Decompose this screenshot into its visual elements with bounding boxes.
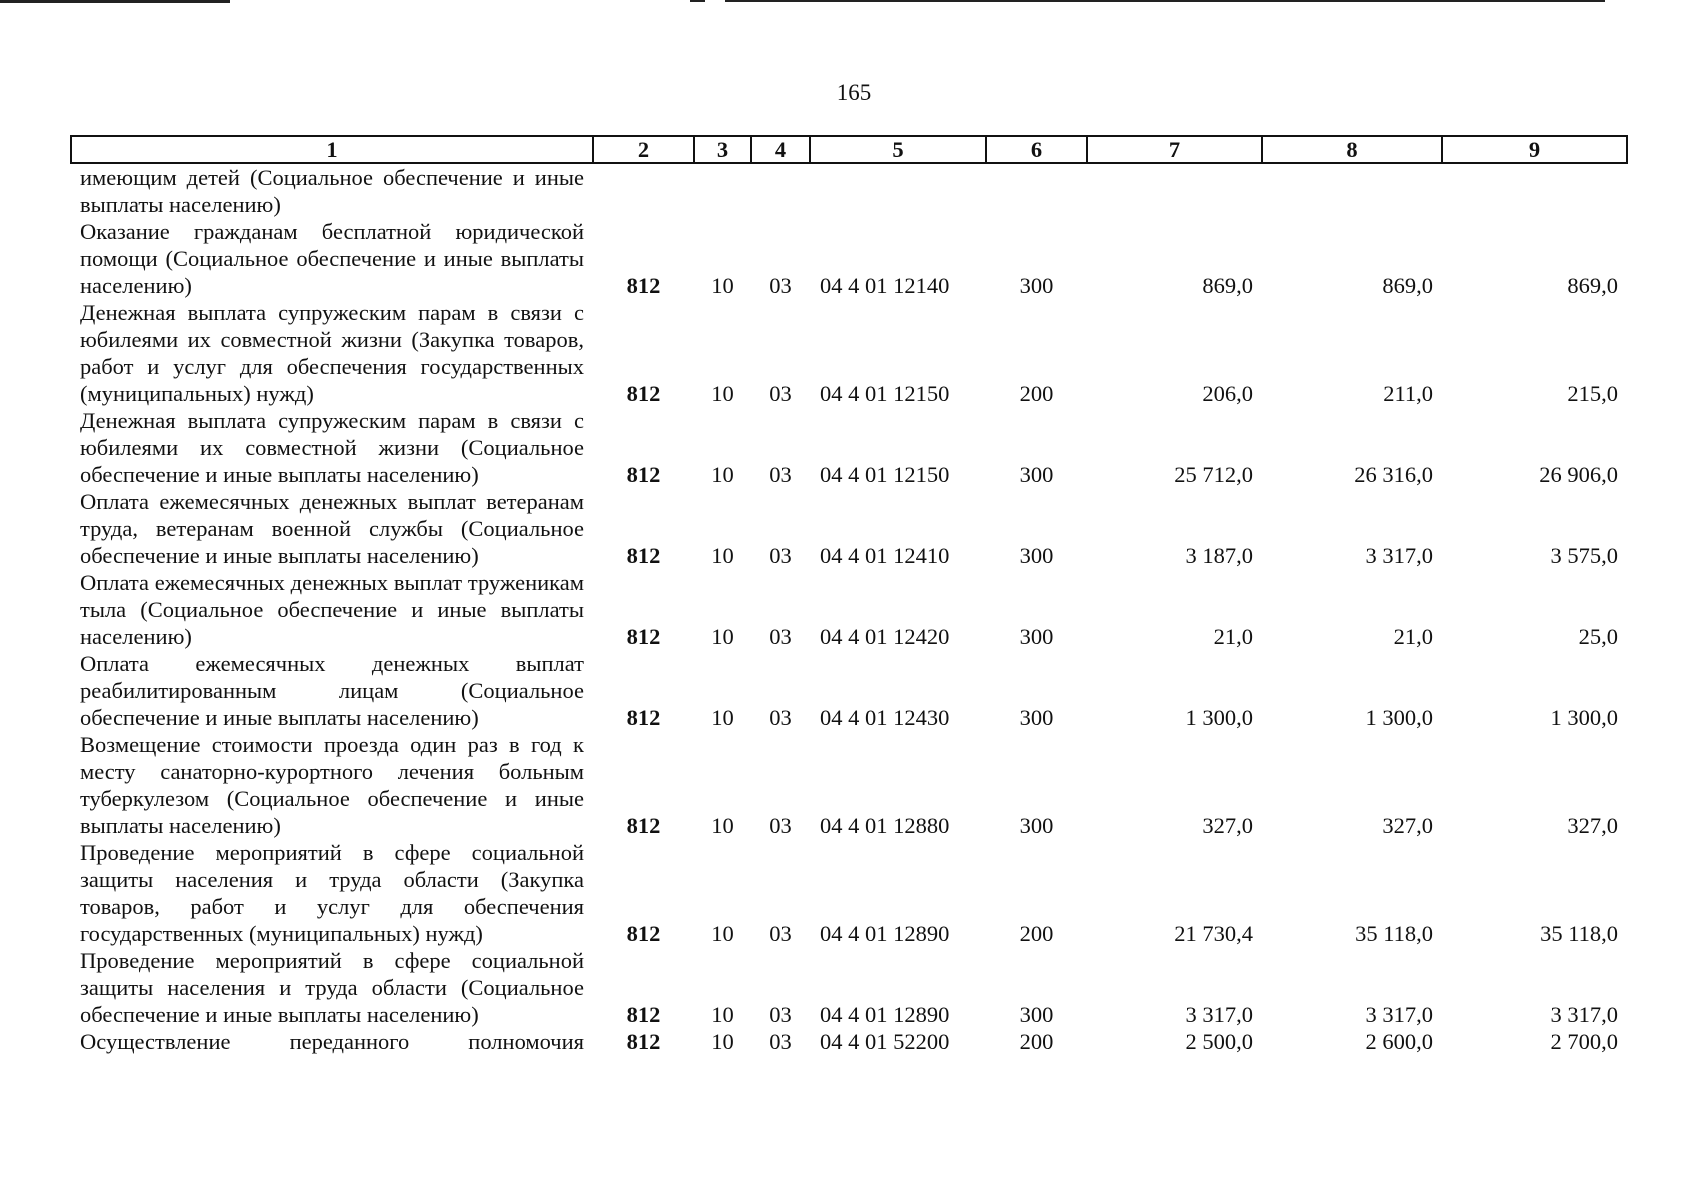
row-value-9: 1 300,0 bbox=[1550, 705, 1618, 730]
row-name: Оказание гражданам бесплатной юридической помощи (Социальное обеспечение и иные выплаты населению) bbox=[80, 219, 584, 298]
row-target bbox=[810, 163, 986, 218]
row-code: 812 bbox=[626, 462, 661, 487]
row-code: 812 bbox=[626, 273, 661, 298]
row-value-7: 2 500,0 bbox=[1185, 1029, 1253, 1054]
header-col-3: 3 bbox=[694, 136, 751, 163]
row-name: Денежная выплата супружеским парам в связи с юбилеями их совместной жизни (Закупка товаров, работ и услуг для обеспечения государственных (муниципальных) нужд) bbox=[80, 300, 584, 406]
row-value-8: 211,0 bbox=[1383, 381, 1433, 406]
row-value-8: 327,0 bbox=[1382, 813, 1433, 838]
table-row bbox=[71, 488, 1627, 569]
row-value-8: 35 118,0 bbox=[1355, 921, 1433, 946]
row-section: 10 bbox=[711, 624, 734, 649]
row-name: Возмещение стоимости проезда один раз в год к месту санаторно-курортного лечения больным туберкулезом (Социальное обеспечение и иные выплаты населению) bbox=[80, 732, 584, 838]
row-subsection: 03 bbox=[769, 381, 792, 406]
row-value-9 bbox=[1442, 163, 1627, 218]
row-subsection: 03 bbox=[769, 624, 792, 649]
row-subsection bbox=[751, 163, 810, 218]
row-value-8: 3 317,0 bbox=[1365, 543, 1433, 568]
row-value-9: 35 118,0 bbox=[1540, 921, 1618, 946]
row-value-7: 3 317,0 bbox=[1185, 1002, 1253, 1027]
row-name: Оплата ежемесячных денежных выплат труженикам тыла (Социальное обеспечение и иные выплаты населению) bbox=[80, 570, 584, 649]
row-value-7: 3 187,0 bbox=[1185, 543, 1253, 568]
header-col-1: 1 bbox=[71, 136, 593, 163]
table-row bbox=[71, 947, 1627, 1028]
row-code: 812 bbox=[626, 1002, 661, 1027]
row-name: Проведение мероприятий в сфере социальной защиты населения и труда области (Социальное обеспечение и иные выплаты населению) bbox=[80, 948, 584, 1027]
header-col-8: 8 bbox=[1262, 136, 1442, 163]
header-row bbox=[71, 136, 1627, 163]
row-code: 812 bbox=[626, 921, 661, 946]
row-target: 04 4 01 12150 bbox=[820, 381, 950, 406]
row-section: 10 bbox=[711, 921, 734, 946]
row-name: имеющим детей (Социальное обеспечение и иные выплаты населению) bbox=[80, 165, 584, 217]
row-type: 200 bbox=[1019, 381, 1054, 406]
row-section: 10 bbox=[711, 273, 734, 298]
table-row bbox=[71, 569, 1627, 650]
row-name: Денежная выплата супружеским парам в связи с юбилеями их совместной жизни (Социальное обеспечение и иные выплаты населению) bbox=[80, 408, 584, 487]
row-target: 04 4 01 12890 bbox=[820, 1002, 950, 1027]
row-value-9: 25,0 bbox=[1578, 624, 1618, 649]
table-row bbox=[71, 1028, 1627, 1055]
row-target: 04 4 01 12420 bbox=[820, 624, 950, 649]
table-row bbox=[71, 731, 1627, 839]
row-value-9: 215,0 bbox=[1567, 381, 1618, 406]
header-col-6: 6 bbox=[986, 136, 1087, 163]
row-target: 04 4 01 12430 bbox=[820, 705, 950, 730]
row-type: 300 bbox=[1019, 624, 1054, 649]
row-section bbox=[694, 163, 751, 218]
row-type: 300 bbox=[1019, 273, 1054, 298]
row-value-7: 869,0 bbox=[1202, 273, 1253, 298]
row-section: 10 bbox=[711, 543, 734, 568]
table-body bbox=[71, 163, 1627, 1055]
row-value-7: 206,0 bbox=[1202, 381, 1253, 406]
scan-edge-line-left bbox=[0, 0, 230, 3]
row-subsection: 03 bbox=[769, 1002, 792, 1027]
scan-edge-line-mid bbox=[690, 0, 705, 2]
row-type: 300 bbox=[1019, 543, 1054, 568]
row-value-8: 26 316,0 bbox=[1354, 462, 1433, 487]
row-subsection: 03 bbox=[769, 273, 792, 298]
row-value-8: 1 300,0 bbox=[1365, 705, 1433, 730]
row-subsection: 03 bbox=[769, 705, 792, 730]
row-value-9: 327,0 bbox=[1567, 813, 1618, 838]
header-col-7: 7 bbox=[1087, 136, 1262, 163]
row-code: 812 bbox=[626, 1029, 661, 1054]
table-row bbox=[71, 163, 1627, 218]
scan-edge-line-right bbox=[725, 0, 1605, 2]
row-code: 812 bbox=[626, 381, 661, 406]
table-row bbox=[71, 299, 1627, 407]
row-target: 04 4 01 12890 bbox=[820, 921, 950, 946]
row-value-7: 25 712,0 bbox=[1174, 462, 1253, 487]
row-section: 10 bbox=[711, 705, 734, 730]
row-section: 10 bbox=[711, 1002, 734, 1027]
row-code: 812 bbox=[626, 705, 661, 730]
table-row bbox=[71, 218, 1627, 299]
budget-table bbox=[70, 135, 1628, 1055]
row-subsection: 03 bbox=[769, 921, 792, 946]
table-row bbox=[71, 650, 1627, 731]
row-value-7 bbox=[1087, 163, 1262, 218]
row-value-7: 21 730,4 bbox=[1174, 921, 1253, 946]
row-name: Оплата ежемесячных денежных выплат реабилитированным лицам (Социальное обеспечение и иные выплаты населению) bbox=[80, 651, 584, 730]
header-col-9: 9 bbox=[1442, 136, 1627, 163]
row-section: 10 bbox=[711, 1029, 734, 1054]
row-code: 812 bbox=[626, 543, 661, 568]
row-type: 300 bbox=[1019, 813, 1054, 838]
row-type: 300 bbox=[1019, 1002, 1054, 1027]
row-target: 04 4 01 12880 bbox=[820, 813, 950, 838]
row-type: 200 bbox=[1019, 1029, 1054, 1054]
row-value-9: 3 575,0 bbox=[1550, 543, 1618, 568]
row-code: 812 bbox=[626, 813, 661, 838]
header-col-5: 5 bbox=[810, 136, 986, 163]
row-target: 04 4 01 12140 bbox=[820, 273, 950, 298]
row-name: Оплата ежемесячных денежных выплат ветеранам труда, ветеранам военной службы (Социальное обеспечение и иные выплаты населению) bbox=[80, 489, 584, 568]
row-type bbox=[986, 163, 1087, 218]
row-subsection: 03 bbox=[769, 1029, 792, 1054]
page-number: 165 bbox=[836, 80, 872, 105]
row-value-9: 869,0 bbox=[1567, 273, 1618, 298]
row-target: 04 4 01 12150 bbox=[820, 462, 950, 487]
row-value-8: 869,0 bbox=[1382, 273, 1433, 298]
row-value-8: 21,0 bbox=[1393, 624, 1433, 649]
header-col-2: 2 bbox=[593, 136, 694, 163]
row-code bbox=[593, 163, 694, 218]
row-value-9: 26 906,0 bbox=[1539, 462, 1618, 487]
row-value-8 bbox=[1262, 163, 1442, 218]
row-subsection: 03 bbox=[769, 543, 792, 568]
row-subsection: 03 bbox=[769, 462, 792, 487]
row-value-7: 1 300,0 bbox=[1185, 705, 1253, 730]
row-subsection: 03 bbox=[769, 813, 792, 838]
row-section: 10 bbox=[711, 462, 734, 487]
row-target: 04 4 01 12410 bbox=[820, 543, 950, 568]
row-section: 10 bbox=[711, 381, 734, 406]
row-name: Осуществление переданного полномочия bbox=[80, 1029, 584, 1054]
row-target: 04 4 01 52200 bbox=[820, 1029, 950, 1054]
row-type: 300 bbox=[1019, 462, 1054, 487]
row-value-7: 327,0 bbox=[1202, 813, 1253, 838]
row-name: Проведение мероприятий в сфере социальной защиты населения и труда области (Закупка товаров, работ и услуг для обеспечения государственных (муниципальных) нужд) bbox=[80, 840, 584, 946]
row-section: 10 bbox=[711, 813, 734, 838]
row-type: 300 bbox=[1019, 705, 1054, 730]
row-value-8: 2 600,0 bbox=[1365, 1029, 1433, 1054]
row-type: 200 bbox=[1019, 921, 1054, 946]
row-value-9: 3 317,0 bbox=[1550, 1002, 1618, 1027]
table-row bbox=[71, 407, 1627, 488]
row-value-8: 3 317,0 bbox=[1365, 1002, 1433, 1027]
table-header bbox=[71, 136, 1627, 163]
row-value-7: 21,0 bbox=[1213, 624, 1253, 649]
row-code: 812 bbox=[626, 624, 661, 649]
row-value-9: 2 700,0 bbox=[1550, 1029, 1618, 1054]
table-row bbox=[71, 839, 1627, 947]
header-col-4: 4 bbox=[751, 136, 810, 163]
